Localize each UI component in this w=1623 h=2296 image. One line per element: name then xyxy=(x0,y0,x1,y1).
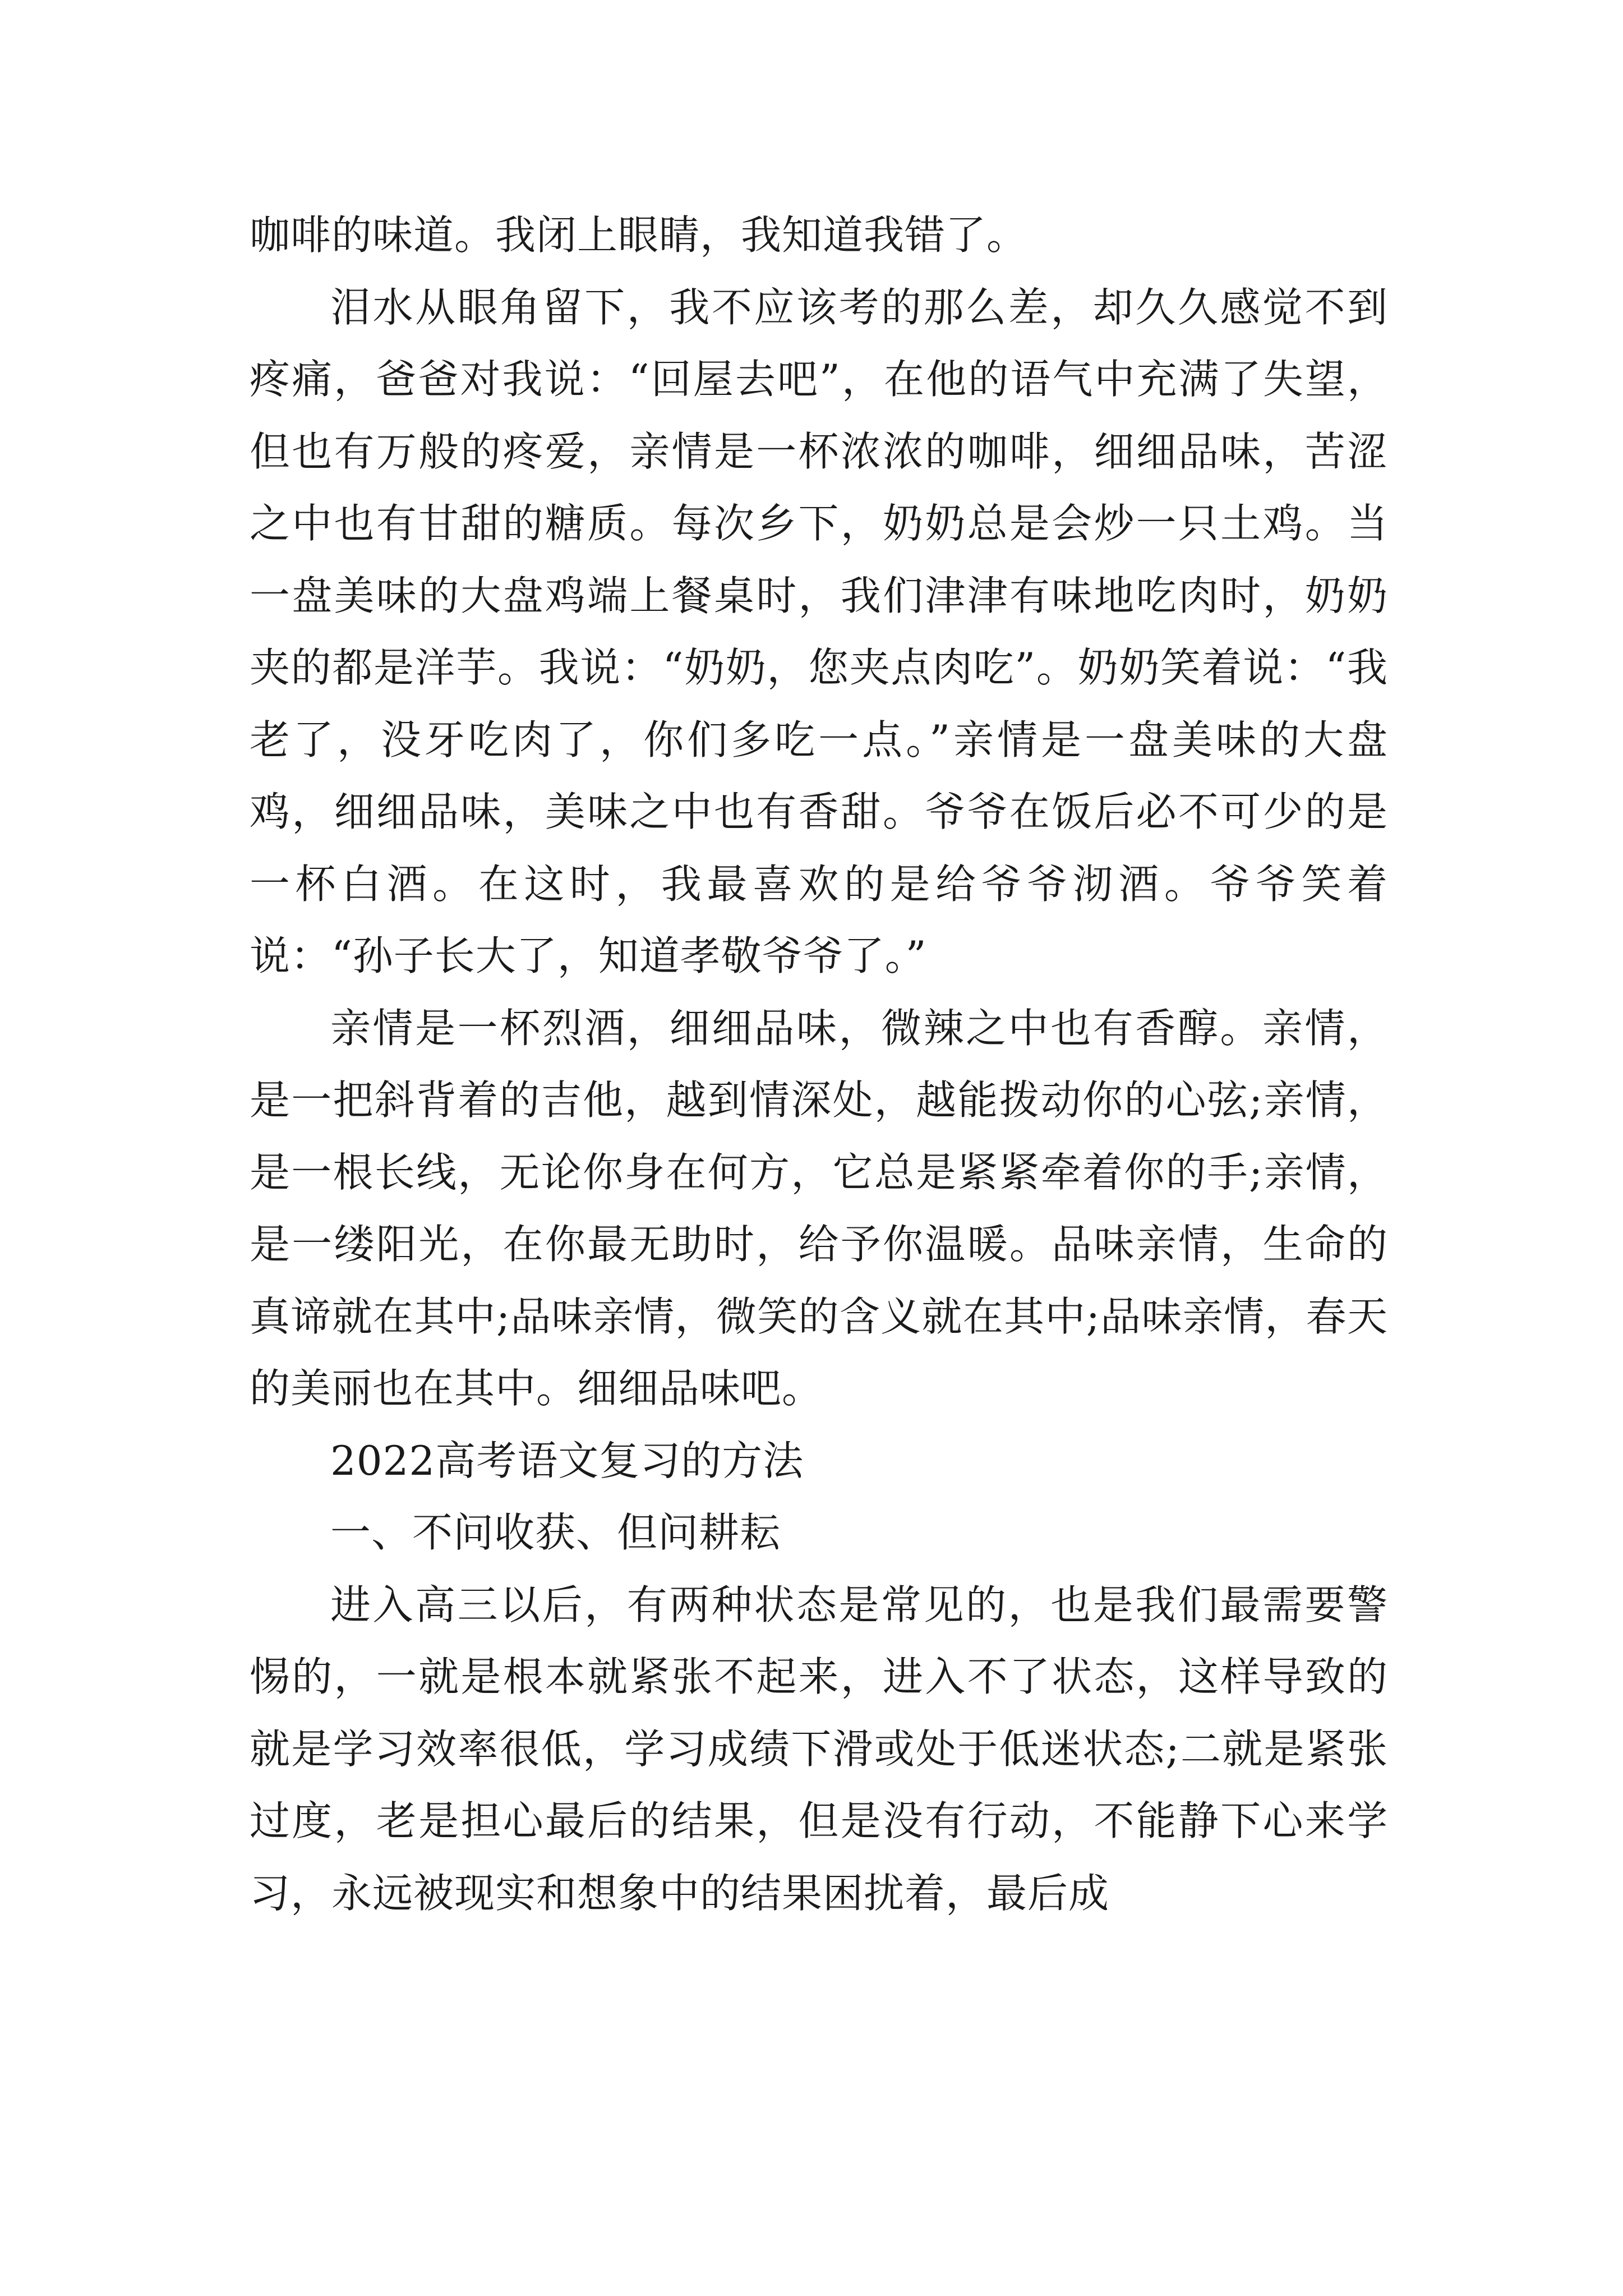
paragraph-study-states: 进入高三以后，有两种状态是常见的，也是我们最需要警惕的，一就是根本就紧张不起来，进入不了状态，这样导致的就是学习效率很低，学习成绩下滑或处于低迷状态;二就是紧张过度，老是担心最后的结果，但是没有行动，不能静下心来学习，永远被现实和想象中的结果困扰着，最后成 xyxy=(250,1581,1388,1917)
section-heading: 2022高考语文复习的方法 xyxy=(330,1437,804,1484)
paragraph-continuation: 咖啡的味道。我闭上眼睛，我知道我错了。 xyxy=(250,211,1028,259)
paragraph-family-reflection: 亲情是一杯烈酒，细细品味，微辣之中也有香醇。亲情，是一把斜背着的吉他，越到情深处，越能拨动你的心弦;亲情，是一根长线，无论你身在何方，它总是紧紧牵着你的手;亲情，是一缕阳光，在你最无助时，给予你温暖。品味亲情，生命的真谛就在其中;品味亲情，微笑的含义就在其中;品味亲情，春天的美丽也在其中。细细品味吧。 xyxy=(250,1004,1388,1412)
body-text xyxy=(250,199,1388,1929)
paragraph-family-tastes: 泪水从眼角留下，我不应该考的那么差，却久久感觉不到疼痛，爸爸对我说：“回屋去吧”，在他的语气中充满了失望，但也有万般的疼爱，亲情是一杯浓浓的咖啡，细细品味，苦涩之中也有甘甜的糖质。每次乡下，奶奶总是会炒一只土鸡。当一盘美味的大盘鸡端上餐桌时，我们津津有味地吃肉时，奶奶夹的都是洋芋。我说：“奶奶，您夹点肉吃”。奶奶笑着说：“我老了，没牙吃肉了，你们多吃一点。”亲情是一盘美味的大盘鸡，细细品味，美味之中也有香甜。爷爷在饭后必不可少的是一杯白酒。在这时，我最喜欢的是给爷爷沏酒。爷爷笑着说：“孙子长大了，知道孝敬爷爷了。” xyxy=(250,283,1388,979)
subsection-heading: 一、不问收获、但问耕耘 xyxy=(330,1509,781,1556)
